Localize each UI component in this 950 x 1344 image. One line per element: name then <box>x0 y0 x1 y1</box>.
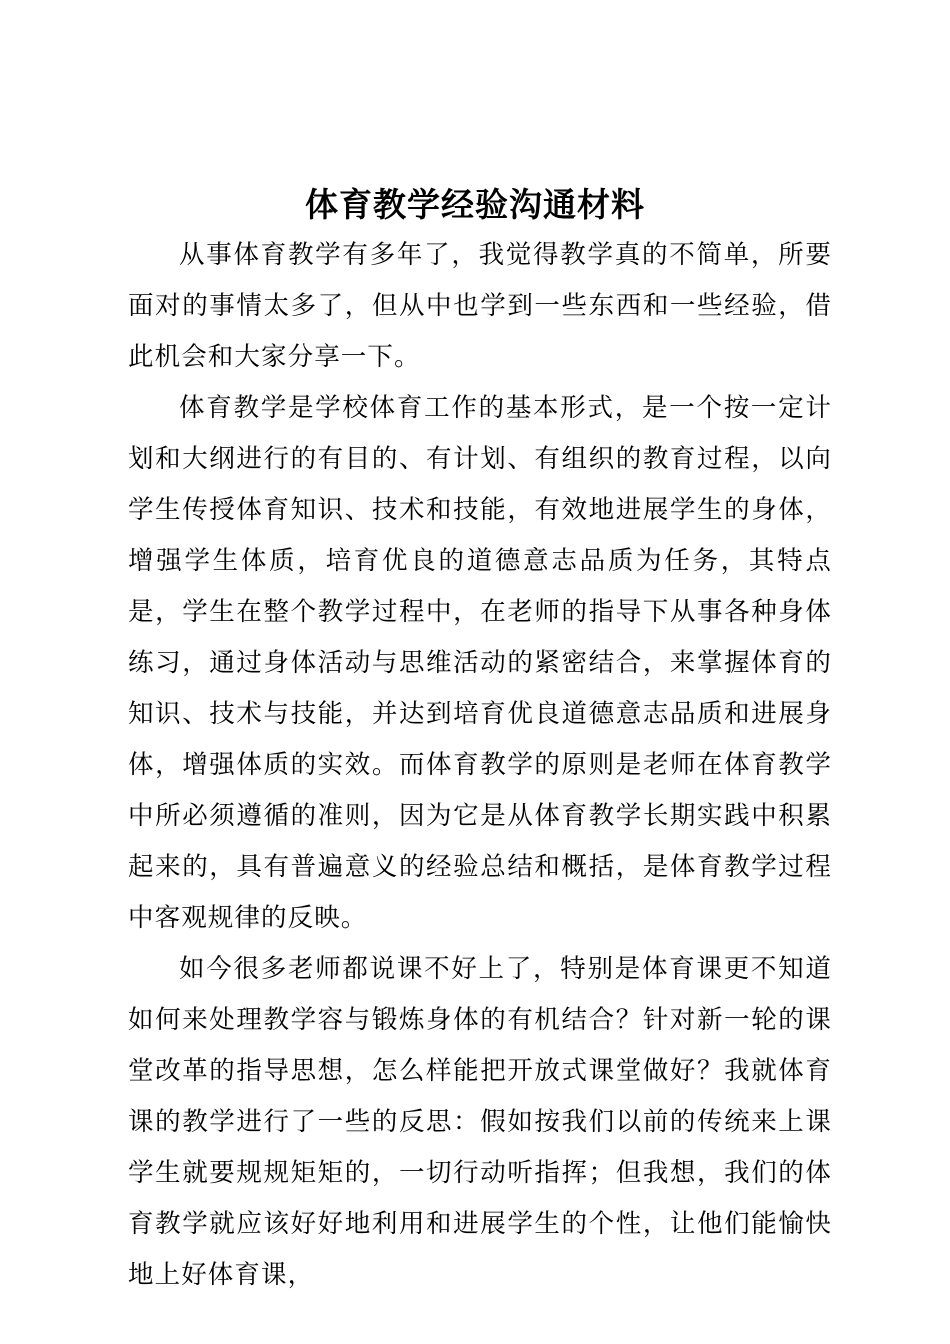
document-title: 体育教学经验沟通材料 <box>305 185 645 224</box>
paragraph-2: 体育教学是学校体育工作的基本形式，是一个按一定计划和大纲进行的有目的、有计划、有组织的教育过程，以向学生传授体育知识、技术和技能，有效地进展学生的身体，增强学生体质，培育优良的道德意志品质为任务，其特点是，学生在整个教学过程中，在老师的指导下从事各种身体练习，通过身体活动与思维活动的紧密结合，来掌握体育的知识、技术与技能，并达到培育优良道德意志品质和进展身体，增强体质的实效。而体育教学的原则是老师在体育教学中所必须遵循的准则，因为它是从体育教学长期实践中积累起来的，具有普遍意义的经验总结和概括，是体育教学过程中客观规律的反映。 <box>128 393 832 933</box>
document-body <box>128 230 832 1301</box>
paragraph-1: 从事体育教学有多年了，我觉得教学真的不简单，所要面对的事情太多了，但从中也学到一些东西和一些经验，借此机会和大家分享一下。 <box>128 240 832 372</box>
paragraph-3: 如今很多老师都说课不好上了，特别是体育课更不知道如何来处理教学容与锻炼身体的有机结合？针对新一轮的课堂改革的指导思想，怎么样能把开放式课堂做好？我就体育课的教学进行了一些的反思：假如按我们以前的传统来上课学生就要规规矩矩的，一切行动听指挥；但我想，我们的体育教学就应该好好地利用和进展学生的个性，让他们能愉快地上好体育课， <box>128 954 832 1290</box>
